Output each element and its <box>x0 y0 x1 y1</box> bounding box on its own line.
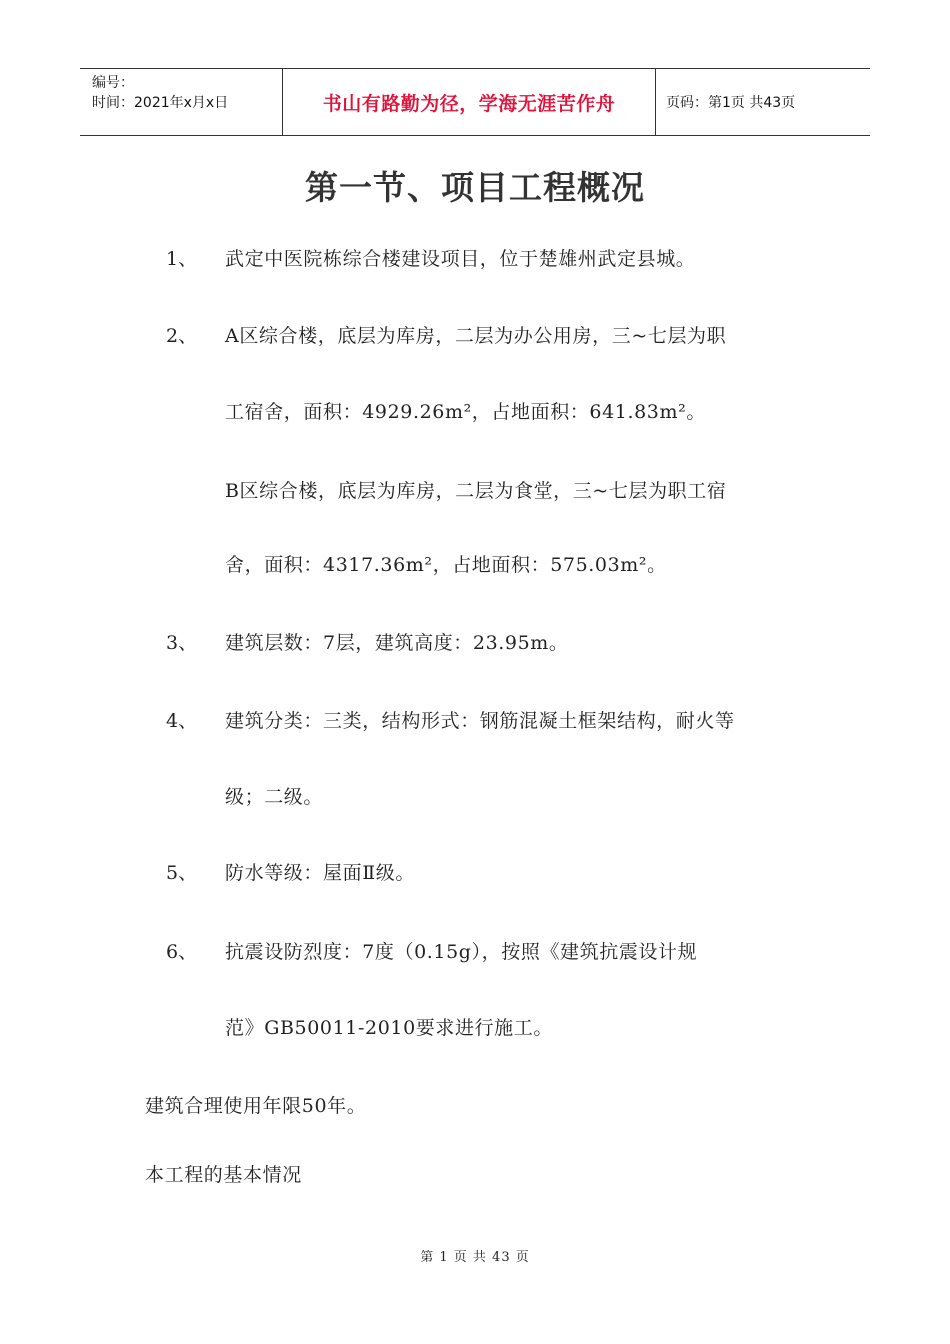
header-meta <box>80 69 282 135</box>
header-motto: 书山有路勤为径，学海无涯苦作舟 <box>282 69 656 135</box>
body-paragraph: 建筑合理使用年限50年。 <box>145 1095 367 1117</box>
item-number: 3、 <box>166 632 198 654</box>
item-text-line: A区综合楼，底层为库房，二层为办公用房，三~七层为职 <box>225 325 727 347</box>
document-date: 时间：2021年x月x日 <box>92 95 229 111</box>
item-text-line: 工宿舍，面积：4929.26m²，占地面积：641.83m²。 <box>225 401 706 423</box>
item-text-line: 抗震设防烈度：7度（0.15g），按照《建筑抗震设计规 <box>225 941 698 963</box>
item-number: 6、 <box>166 941 198 963</box>
item-number: 1、 <box>166 248 198 270</box>
section-title: 第一节、项目工程概况 <box>305 168 645 207</box>
item-number: 2、 <box>166 325 198 347</box>
item-text-line: 建筑分类：三类，结构形式：钢筋混凝土框架结构，耐火等 <box>225 710 735 732</box>
item-text-line: 级；二级。 <box>225 786 324 808</box>
item-text-line: B区综合楼，底层为库房，二层为食堂，三~七层为职工宿 <box>225 480 727 502</box>
item-number: 5、 <box>166 862 198 884</box>
page-header <box>80 68 870 136</box>
item-text-line: 舍，面积：4317.36m²，占地面积：575.03m²。 <box>225 554 667 576</box>
header-page-info: 页码：第1页 共43页 <box>666 95 796 111</box>
item-text-line: 防水等级：屋面Ⅱ级。 <box>225 862 415 884</box>
item-text-line: 武定中医院栋综合楼建设项目，位于楚雄州武定县城。 <box>225 248 696 270</box>
document-number-label: 编号： <box>92 75 134 91</box>
page-footer: 第 1 页 共 43 页 <box>420 1250 530 1265</box>
item-number: 4、 <box>166 710 198 732</box>
item-text-line: 建筑层数：7层，建筑高度：23.95m。 <box>225 632 569 654</box>
body-paragraph: 本工程的基本情况 <box>145 1164 302 1186</box>
item-text-line: 范》GB50011-2010要求进行施工。 <box>225 1017 553 1039</box>
